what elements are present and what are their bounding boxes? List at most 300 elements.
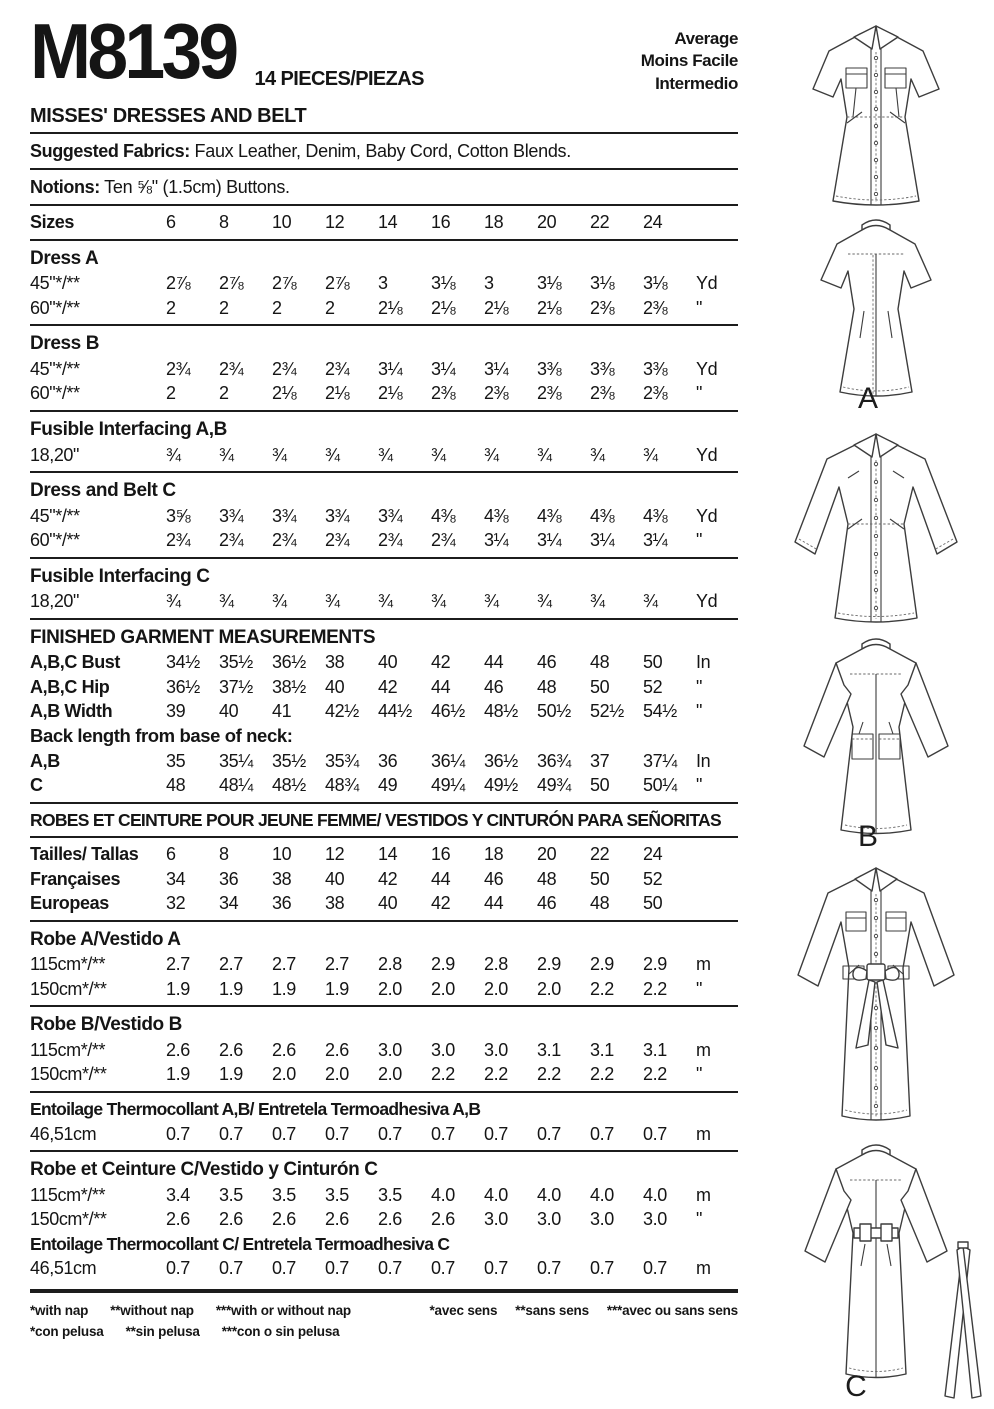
size-value-cell: 2.6	[378, 1209, 402, 1230]
size-value-cell: 4⅜	[643, 505, 668, 526]
row-label: 46,51cm	[30, 1123, 97, 1144]
section-7-row	[30, 977, 738, 1001]
size-value-cell: 2.6	[272, 1039, 296, 1060]
size-value-cell: 41	[272, 701, 292, 722]
size-value-cell: 4⅜	[537, 505, 562, 526]
size-value-cell: 2¾	[219, 359, 244, 379]
size-value-cell: 2⅛	[378, 297, 403, 318]
size-value-cell: 3	[484, 273, 494, 294]
view-a-label: A	[857, 382, 878, 415]
size-value-cell: ¾	[643, 591, 658, 612]
size-value-cell: 3⅜	[643, 359, 668, 379]
dress-c-illustration	[758, 856, 994, 1405]
footnote-item: *con pelusa	[30, 1323, 104, 1339]
size-value-cell: 50	[643, 893, 663, 914]
size-column-header: 16	[431, 212, 451, 233]
size-value-cell: ¾	[431, 591, 446, 612]
notions-text: Ten ⅝" (1.5cm) Buttons.	[99, 177, 290, 198]
dress-c-back	[805, 1145, 947, 1378]
size-column-header: 18	[484, 212, 504, 233]
footnote-line-2	[30, 1322, 738, 1343]
size-value-cell: 40	[378, 893, 398, 914]
size-value-cell: 3⅛	[643, 273, 668, 294]
size-value-cell: 50	[643, 652, 663, 673]
size-value-cell: 2.0	[537, 978, 561, 999]
size-value-cell: 42½	[325, 701, 359, 722]
notions-line	[30, 174, 738, 200]
view-b-figure	[758, 416, 994, 856]
section-0-row	[30, 271, 738, 295]
yardage-table	[30, 210, 738, 1292]
unit-cell: "	[696, 775, 702, 796]
section-heading: ROBES ET CEINTURE POUR JEUNE FEMME/ VESTIDOS Y CINTURÓN PARA SEÑORITAS	[30, 809, 721, 830]
size-value-cell: 0.7	[590, 1123, 614, 1144]
size-column-header: 22	[590, 212, 610, 233]
size-value-cell: 0.7	[166, 1123, 190, 1144]
size-value-cell: 2.9	[537, 954, 561, 975]
size-column-header: 10	[272, 212, 292, 233]
size-value-cell: 1.9	[325, 978, 349, 999]
row-label: Europeas	[30, 893, 109, 914]
size-value-cell: 37¼	[643, 750, 677, 771]
size-value-cell: 2¾	[431, 530, 456, 551]
size-value-cell: 3.1	[590, 1039, 614, 1060]
size-value-cell: 2⅛	[537, 297, 562, 318]
size-value-cell: 44	[431, 868, 451, 889]
pattern-title: MISSES' DRESSES AND BELT	[30, 105, 307, 128]
dress-b-illustration	[758, 416, 994, 848]
size-value-cell: 0.7	[643, 1123, 667, 1144]
divider	[30, 836, 738, 838]
row-label: 150cm*/**	[30, 1064, 107, 1085]
size-value-cell: 2⅛	[484, 297, 509, 318]
size-value-cell: 3.0	[590, 1209, 614, 1230]
size-column-header: 14	[378, 212, 398, 233]
view-a-figure	[758, 6, 994, 418]
size-value-cell: 48¾	[325, 775, 359, 796]
size-value-cell: 3⅛	[431, 273, 456, 294]
difficulty-es: Intermedio	[655, 73, 738, 93]
size-value-cell: ¾	[431, 444, 446, 465]
size-value-cell: 2⅜	[537, 383, 562, 404]
size-value-cell: 35¾	[325, 750, 359, 771]
size-value-cell: 3.5	[272, 1184, 296, 1205]
size-value-cell: 3⅛	[590, 273, 615, 294]
section-4-row	[30, 589, 738, 613]
size-value-cell: 2⅜	[431, 383, 456, 404]
size-value-cell: 40	[325, 868, 345, 889]
size-value-cell: 2.6	[431, 1209, 455, 1230]
size-value-cell: 49¼	[431, 775, 465, 796]
size-value-cell: 2⅞	[219, 273, 244, 294]
size-value-cell: 3.0	[431, 1039, 455, 1060]
size-value-cell: 42	[431, 652, 451, 673]
size-value-cell: 2¾	[378, 530, 403, 551]
section-5-row	[30, 773, 738, 797]
size-value-cell: 0.7	[484, 1123, 508, 1144]
divider	[30, 802, 738, 804]
size-value-cell: 2.7	[325, 954, 349, 975]
size-value-cell: 0.7	[219, 1123, 243, 1144]
section-6-row	[30, 867, 738, 891]
row-label: 115cm*/**	[30, 954, 106, 975]
row-label: 18,20"	[30, 591, 80, 612]
row-label: 60"*/**	[30, 297, 80, 318]
garment-illustrations	[758, 0, 994, 1409]
size-value-cell: 44	[484, 652, 504, 673]
size-value-cell: 2.2	[643, 978, 667, 999]
size-value-cell: 2.6	[219, 1039, 243, 1060]
size-value-cell: 50½	[537, 701, 571, 722]
unit-cell: Yd	[696, 444, 718, 465]
view-c-figure	[758, 856, 994, 1409]
row-label: 150cm*/**	[30, 978, 107, 999]
section-10-row	[30, 1183, 738, 1207]
divider	[30, 1005, 738, 1007]
size-value-cell: 2.2	[590, 1064, 614, 1085]
section-2-row	[30, 443, 738, 467]
footnote-item: ***avec ou sans sens	[606, 1302, 738, 1318]
section-heading: Robe A/Vestido A	[30, 928, 181, 950]
row-label: A,B,C Bust	[30, 652, 120, 673]
footnote-spanish	[30, 1322, 361, 1343]
piece-count: 14 PIECES/PIEZAS	[254, 68, 424, 90]
unit-cell: Yd	[696, 505, 718, 526]
size-value-cell: 2.0	[378, 1064, 402, 1085]
row-label: 60"*/**	[30, 530, 80, 551]
unit-cell: "	[696, 1064, 702, 1085]
size-value-cell: 52	[643, 868, 663, 889]
divider	[30, 618, 738, 620]
size-value-cell: ¾	[484, 444, 499, 465]
size-value-cell: 36¼	[431, 750, 465, 771]
size-value-cell: 38	[325, 893, 345, 914]
footnote-french	[411, 1301, 738, 1322]
size-value-cell: 48½	[272, 775, 306, 796]
size-value-cell: 2	[166, 297, 176, 318]
footnote-item: **sin pelusa	[125, 1323, 200, 1339]
size-value-cell: 0.7	[166, 1258, 190, 1279]
size-value-cell: 4⅜	[484, 505, 509, 526]
size-value-cell: 18	[484, 844, 504, 865]
size-value-cell: 0.7	[272, 1258, 296, 1279]
size-value-cell: 4.0	[590, 1184, 614, 1205]
size-value-cell: 3.0	[643, 1209, 667, 1230]
unit-cell: "	[696, 383, 702, 404]
suggested-fabrics-label: Suggested Fabrics:	[30, 141, 190, 162]
size-value-cell: 35	[166, 750, 186, 771]
size-value-cell: 0.7	[643, 1258, 667, 1279]
dress-c-front	[798, 868, 954, 1120]
size-value-cell: 48	[166, 775, 186, 796]
size-value-cell: 48	[590, 893, 610, 914]
size-value-cell: 2⅛	[378, 383, 403, 404]
size-value-cell: 0.7	[325, 1258, 349, 1279]
size-value-cell: 2⅛	[272, 383, 297, 404]
size-value-cell: 2.2	[484, 1064, 508, 1085]
size-value-cell: 2.0	[325, 1064, 349, 1085]
size-value-cell: 0.7	[378, 1258, 402, 1279]
section-heading: Dress A	[30, 247, 99, 269]
size-value-cell: 2⅜	[484, 383, 509, 404]
size-value-cell: 34	[166, 868, 186, 889]
unit-cell: In	[696, 750, 711, 771]
size-value-cell: 0.7	[537, 1258, 561, 1279]
size-column-header: 8	[219, 212, 229, 233]
section-5-row	[30, 699, 738, 723]
size-value-cell: 16	[431, 844, 451, 865]
unit-cell: "	[696, 701, 702, 722]
bottom-divider	[30, 1289, 738, 1293]
section-heading: Fusible Interfacing C	[30, 565, 210, 587]
section-5-row	[30, 675, 738, 699]
footnote-item: **without nap	[110, 1302, 194, 1318]
size-value-cell: ¾	[590, 444, 605, 465]
size-value-cell: 2	[272, 297, 282, 318]
section-5-row	[30, 749, 738, 773]
size-value-cell: 3¼	[590, 530, 615, 551]
size-value-cell: 2.7	[272, 954, 296, 975]
divider	[30, 920, 738, 922]
unit-cell: Yd	[696, 591, 718, 612]
size-value-cell: 3.0	[378, 1039, 402, 1060]
size-value-cell: ¾	[378, 444, 393, 465]
row-label: 60"*/**	[30, 383, 80, 404]
size-value-cell: 2.7	[166, 954, 190, 975]
size-value-cell: 48	[537, 676, 557, 697]
size-value-cell: 32	[166, 893, 186, 914]
size-value-cell: 2.2	[431, 1064, 455, 1085]
row-label: 45"*/**	[30, 359, 80, 379]
notions-label: Notions:	[30, 177, 100, 198]
size-value-cell: ¾	[325, 591, 340, 612]
size-value-cell: 2⅞	[325, 273, 350, 294]
unit-cell: "	[696, 978, 702, 999]
size-value-cell: 48¼	[219, 775, 253, 796]
size-value-cell: 2.9	[643, 954, 667, 975]
unit-cell: m	[696, 954, 711, 975]
size-value-cell: 0.7	[537, 1123, 561, 1144]
yardage-chart	[30, 7, 738, 1342]
difficulty-fr: Moins Facile	[640, 51, 738, 71]
size-value-cell: 2.0	[484, 978, 508, 999]
size-value-cell: 36½	[166, 676, 200, 697]
section-6-row	[30, 842, 738, 866]
size-value-cell: ¾	[272, 591, 287, 612]
size-value-cell: 50	[590, 868, 610, 889]
size-value-cell: 49¾	[537, 775, 571, 796]
size-value-cell: 38	[272, 868, 292, 889]
size-value-cell: 0.7	[431, 1123, 455, 1144]
section-heading: Entoilage Thermocollant A,B/ Entretela Termoadhesiva A,B	[30, 1098, 481, 1119]
suggested-fabrics-text: Faux Leather, Denim, Baby Cord, Cotton Blends.	[189, 141, 571, 162]
size-value-cell: 3¾	[219, 505, 244, 526]
size-value-cell: 0.7	[272, 1123, 296, 1144]
size-value-cell: 2¾	[272, 530, 297, 551]
footnote-english	[30, 1301, 373, 1322]
divider	[30, 471, 738, 473]
footnote-item: ***with or without nap	[215, 1302, 351, 1318]
section-5-row	[30, 650, 738, 674]
divider	[30, 1150, 738, 1152]
size-value-cell: 44	[431, 676, 451, 697]
size-value-cell: 46½	[431, 701, 465, 722]
size-value-cell: ¾	[643, 444, 658, 465]
size-value-cell: ¾	[325, 444, 340, 465]
size-value-cell: 46	[484, 868, 504, 889]
size-value-cell: 3.0	[537, 1209, 561, 1230]
size-value-cell: 3.4	[166, 1184, 190, 1205]
size-value-cell: 2¾	[166, 530, 191, 551]
size-value-cell: 34½	[166, 652, 200, 673]
section-11-row	[30, 1256, 738, 1280]
footnote-item: *with nap	[30, 1302, 89, 1318]
size-value-cell: 2.8	[378, 954, 402, 975]
size-value-cell: 52	[643, 676, 663, 697]
footnote-line-1	[30, 1301, 738, 1322]
size-value-cell: 2.6	[325, 1039, 349, 1060]
size-value-cell: 10	[272, 844, 292, 865]
size-value-cell: 1.9	[272, 978, 296, 999]
row-label: 45"*/**	[30, 273, 80, 294]
row-label: Françaises	[30, 868, 121, 889]
section-heading: Fusible Interfacing A,B	[30, 418, 228, 440]
masthead	[30, 7, 738, 95]
size-value-cell: 3¼	[643, 530, 668, 551]
size-value-cell: 0.7	[378, 1123, 402, 1144]
size-value-cell: 48	[537, 868, 557, 889]
size-value-cell: 4⅜	[431, 505, 456, 526]
size-value-cell: 3	[378, 273, 388, 294]
size-value-cell: 44	[484, 893, 504, 914]
unit-cell: m	[696, 1184, 711, 1205]
size-value-cell: 36	[219, 868, 239, 889]
size-value-cell: 49	[378, 775, 398, 796]
size-value-cell: 36	[378, 750, 398, 771]
size-value-cell: 3¾	[378, 505, 403, 526]
size-value-cell: 50	[590, 676, 610, 697]
divider	[30, 557, 738, 559]
size-value-cell: 3.5	[378, 1184, 402, 1205]
size-value-cell: 36¾	[537, 750, 571, 771]
dress-a-back	[821, 220, 931, 396]
size-value-cell: 2.6	[272, 1209, 296, 1230]
size-value-cell: ¾	[219, 591, 234, 612]
size-value-cell: 2.9	[431, 954, 455, 975]
row-label: 18,20"	[30, 444, 80, 465]
section-heading: Dress B	[30, 333, 100, 355]
section-heading: FINISHED GARMENT MEASUREMENTS	[30, 626, 376, 648]
size-value-cell: 22	[590, 844, 610, 865]
size-value-cell: 35½	[219, 652, 253, 673]
row-label: 115cm*/**	[30, 1184, 106, 1205]
size-value-cell: 2.9	[590, 954, 614, 975]
size-value-cell: 2.0	[431, 978, 455, 999]
size-value-cell: 2⅞	[272, 273, 297, 294]
size-value-cell: 3.0	[484, 1209, 508, 1230]
size-value-cell: 2.0	[272, 1064, 296, 1085]
size-value-cell: 36	[272, 893, 292, 914]
unit-cell: "	[696, 530, 702, 551]
footnotes	[30, 1301, 738, 1343]
size-value-cell: 3.5	[325, 1184, 349, 1205]
unit-cell: "	[696, 1209, 702, 1230]
size-value-cell: 3.5	[219, 1184, 243, 1205]
row-label: 150cm*/**	[30, 1209, 107, 1230]
size-value-cell: 2.2	[643, 1064, 667, 1085]
dress-a-front	[813, 26, 939, 205]
size-value-cell: 39	[166, 701, 186, 722]
size-value-cell: 38½	[272, 676, 306, 697]
size-value-cell: ¾	[219, 444, 234, 465]
size-value-cell: 2.6	[325, 1209, 349, 1230]
size-value-cell: ¾	[272, 444, 287, 465]
size-value-cell: 2.8	[484, 954, 508, 975]
size-value-cell: 35½	[272, 750, 306, 771]
row-label: 45"*/**	[30, 505, 80, 526]
size-value-cell: 2.2	[590, 978, 614, 999]
size-value-cell: 34	[219, 893, 239, 914]
size-value-cell: 3¼	[431, 359, 456, 379]
sizes-label: Sizes	[30, 212, 75, 233]
section-heading: Dress and Belt C	[30, 480, 176, 502]
dress-a-illustration	[758, 6, 994, 410]
size-value-cell: 48½	[484, 701, 518, 722]
size-value-cell: 2	[219, 297, 229, 318]
unit-cell: "	[696, 297, 702, 318]
size-value-cell: 2⅜	[590, 297, 615, 318]
size-value-cell: ¾	[484, 591, 499, 612]
size-value-cell: 2⅛	[325, 383, 350, 404]
size-value-cell: 46	[537, 893, 557, 914]
size-value-cell: 1.9	[166, 978, 190, 999]
size-value-cell: 3¾	[325, 505, 350, 526]
size-value-cell: 3¼	[484, 359, 509, 379]
section-7-row	[30, 952, 738, 976]
row-label: C	[30, 775, 43, 796]
size-value-cell: 2⅜	[643, 297, 668, 318]
section-0-row	[30, 296, 738, 320]
unit-cell: m	[696, 1039, 711, 1060]
divider	[30, 324, 738, 326]
section-heading: Robe et Ceinture C/Vestido y Cinturón C	[30, 1158, 378, 1180]
size-value-cell: 49½	[484, 775, 518, 796]
unit-cell: In	[696, 652, 711, 673]
size-value-cell: 3¾	[272, 505, 297, 526]
row-label: A,B	[30, 750, 60, 771]
size-value-cell: 50	[590, 775, 610, 796]
row-label: A,B,C Hip	[30, 676, 110, 697]
size-value-cell: 38	[325, 652, 345, 673]
size-value-cell: 46	[484, 676, 504, 697]
section-1-row	[30, 357, 738, 381]
divider	[30, 239, 738, 241]
section-3-row	[30, 528, 738, 552]
size-value-cell: 4.0	[537, 1184, 561, 1205]
size-value-cell: 52½	[590, 701, 624, 722]
size-value-cell: ¾	[166, 591, 181, 612]
unit-cell: "	[696, 676, 702, 697]
unit-cell: m	[696, 1258, 711, 1279]
row-label: 115cm*/**	[30, 1039, 106, 1060]
footnote-item: **sans sens	[515, 1302, 589, 1318]
size-value-cell: 42	[431, 893, 451, 914]
size-value-cell: 2.6	[219, 1209, 243, 1230]
size-column-header: 24	[643, 212, 663, 233]
size-value-cell: 2.0	[378, 978, 402, 999]
size-value-cell: 24	[643, 844, 663, 865]
size-value-cell: 3.1	[643, 1039, 667, 1060]
